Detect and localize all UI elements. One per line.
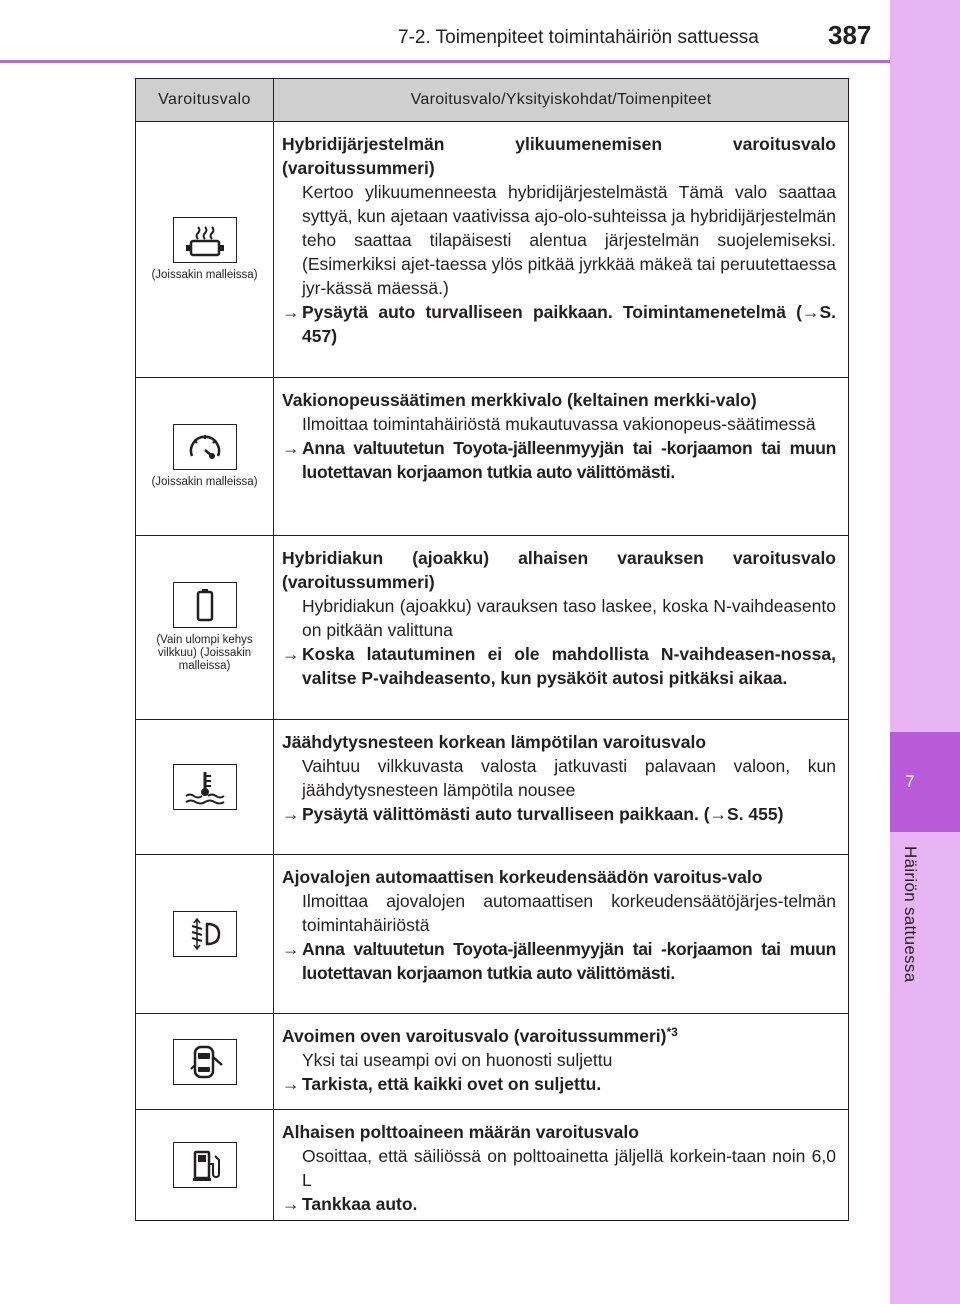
- model-note: (Joissakin malleissa): [151, 269, 258, 281]
- hybrid-battery-icon: [173, 582, 237, 628]
- table-row: [136, 1110, 848, 1220]
- light-cell: [136, 1110, 274, 1220]
- row-description: Osoittaa, että säiliössä on polttoainetta jäljellä korkein-taan noin 6,0 L: [302, 1146, 836, 1190]
- arrow-icon: →: [282, 804, 300, 824]
- row-title: Vakionopeussäätimen merkkivalo (keltainen merkki-valo): [282, 390, 757, 410]
- row-action: [282, 436, 836, 484]
- page-number: 387: [828, 20, 872, 50]
- chapter-number: 7: [905, 772, 915, 791]
- fuel-pump-icon: [173, 1142, 237, 1188]
- row-description: Ilmoittaa toimintahäiriöstä mukautuvassa vakionopeus-säätimessä: [302, 414, 816, 434]
- row-action: [282, 937, 836, 985]
- row-title: Hybridiakun (ajoakku) alhaisen varauksen varoitusvalo (varoitussummeri): [282, 548, 836, 592]
- details-cell: [274, 536, 848, 719]
- table-row: [136, 1014, 848, 1110]
- row-title: Alhaisen polttoaineen määrän varoitusvalo: [282, 1122, 639, 1142]
- table-row: [136, 536, 848, 720]
- light-cell: [136, 1014, 274, 1109]
- warning-light-table: [135, 78, 849, 1221]
- light-cell: [136, 378, 274, 535]
- row-action: [282, 300, 836, 348]
- table-row: [136, 122, 848, 378]
- table-row: [136, 720, 848, 855]
- action-text: Pysäytä auto turvalliseen paikkaan. Toimintamenetelmä (→S. 457): [302, 302, 836, 346]
- table-row: [136, 855, 848, 1014]
- action-text: Anna valtuutetun Toyota-jälleenmyyjän tai -korjaamon tai muun luotettavan korjaamon tutkia auto välittömästi.: [302, 438, 836, 482]
- row-description: Hybridiakun (ajoakku) varauksen taso laskee, koska N-vaihdeasento on pitkään valittuna: [302, 596, 836, 640]
- open-door-icon: [173, 1039, 237, 1085]
- coolant-temperature-icon: [173, 764, 237, 810]
- arrow-icon: →: [282, 302, 300, 322]
- column-header-details: Varoitusvalo/Yksityiskohdat/Toimenpiteet: [410, 91, 712, 108]
- row-description: Vaihtuu vilkkuvasta valosta jatkuvasti palavaan valoon, kun jäähdytysnesteen lämpötila nousee: [302, 756, 836, 800]
- arrow-icon: →: [282, 939, 300, 959]
- details-cell: [274, 122, 848, 377]
- row-title: Ajovalojen automaattisen korkeudensäädön varoitus-valo: [282, 867, 763, 887]
- chapter-label: Häiriön sattuessa: [901, 846, 920, 983]
- details-cell: [274, 720, 848, 854]
- headlight-leveling-icon: [173, 911, 237, 957]
- light-cell: [136, 536, 274, 719]
- row-description: Kertoo ylikuumenneesta hybridijärjestelmästä Tämä valo saattaa syttyä, kun ajetaan vaativissa ajo-olo-suhteissa ja hybridijärjestelmän teho saattaa tilapäisesti alentua järjestelmän suojelemiseksi. (Esimerkiksi ajet-taessa ylös pitkää jyrkkää mäkeä tai peruutettaessa jyr-kässä mäessä.): [302, 182, 837, 298]
- row-action: [282, 642, 836, 690]
- light-cell: [136, 720, 274, 854]
- arrow-icon: →: [282, 644, 300, 664]
- cruise-control-icon: [173, 424, 237, 470]
- section-title: 7-2. Toimenpiteet toimintahäiriön sattuessa: [398, 27, 759, 48]
- row-action: [282, 1072, 836, 1096]
- side-tab: [890, 0, 960, 1304]
- light-cell: [136, 855, 274, 1013]
- details-cell: [274, 1110, 848, 1220]
- action-text: Tankkaa auto.: [302, 1194, 418, 1214]
- arrow-icon: →: [282, 1194, 300, 1214]
- model-note: (Vain ulompi kehys vilkkuu) (Joissakin malleissa): [156, 634, 253, 672]
- row-action: [282, 1192, 836, 1216]
- arrow-icon: →: [282, 438, 300, 458]
- row-title: Avoimen oven varoitusvalo (varoitussummeri): [282, 1026, 667, 1046]
- row-description: Yksi tai useampi ovi on huonosti suljettu: [302, 1050, 613, 1070]
- hybrid-overheat-icon: [173, 217, 237, 263]
- action-text: Pysäytä välittömästi auto turvalliseen paikkaan. (→S. 455): [302, 804, 784, 824]
- model-note: (Joissakin malleissa): [151, 476, 258, 488]
- action-text: Tarkista, että kaikki ovet on suljettu.: [302, 1074, 602, 1094]
- header-rule: [0, 60, 890, 63]
- row-title: Jäähdytysnesteen korkean lämpötilan varoitusvalo: [282, 732, 707, 752]
- table-header-row: [136, 79, 848, 122]
- row-description: Ilmoittaa ajovalojen automaattisen korkeudensäätöjärjes-telmän toimintahäiriöstä: [302, 891, 836, 935]
- details-cell: [274, 1014, 848, 1109]
- details-cell: [274, 378, 848, 535]
- light-cell: [136, 122, 274, 377]
- row-title-wrap: [282, 1024, 836, 1048]
- arrow-icon: →: [282, 1074, 300, 1094]
- row-action: [282, 802, 836, 826]
- details-cell: [274, 855, 848, 1013]
- table-row: [136, 378, 848, 536]
- row-title: Hybridijärjestelmän ylikuumenemisen varoitusvalo (varoitussummeri): [282, 134, 836, 178]
- action-text: Anna valtuutetun Toyota-jälleenmyyjän tai -korjaamon tai muun luotettavan korjaamon tutkia auto välittömästi.: [302, 939, 836, 983]
- action-text: Koska latautuminen ei ole mahdollista N-vaihdeasen-nossa, valitse P-vaihdeasento, kun pysäköit autosi pitkäksi aikaa.: [302, 644, 836, 688]
- footnote-marker: *3: [666, 1025, 678, 1039]
- column-header-light: Varoitusvalo: [136, 79, 274, 121]
